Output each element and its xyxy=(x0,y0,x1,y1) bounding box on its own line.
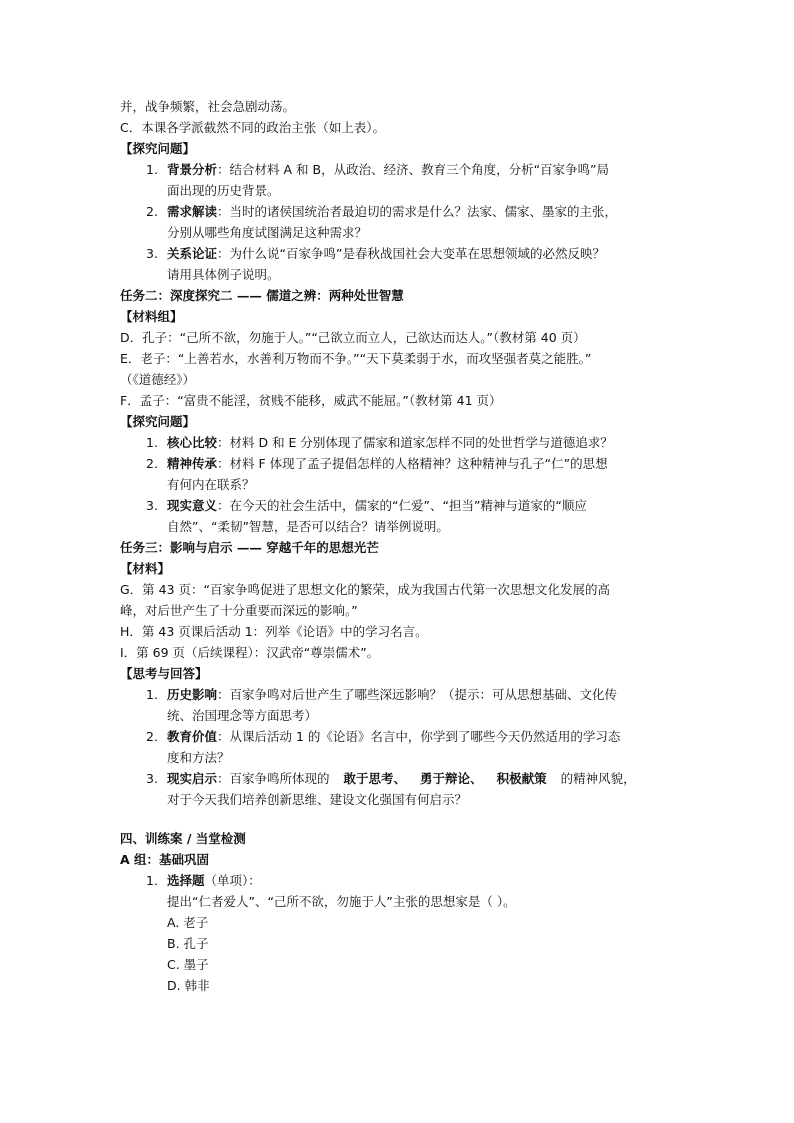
question-item xyxy=(120,201,680,222)
item-number: 2. xyxy=(146,204,158,219)
text-line: 并，战争频繁，社会急剧动荡。 xyxy=(120,99,296,114)
question-continuation: 面出现的历史背景。 xyxy=(167,183,280,198)
item-number: 3. xyxy=(146,771,158,786)
item-number: 1. xyxy=(146,687,158,702)
question-text: ：结合材料 A 和 B，从政治、经济、教育三个角度，分析“百家争鸣”局 xyxy=(217,162,610,177)
question-continuation: 请用具体例子说明。 xyxy=(167,267,280,282)
question-item xyxy=(120,726,680,747)
question-text: ：材料 D 和 E 分别体现了儒家和道家怎样不同的处世哲学与道德追求？ xyxy=(217,435,613,450)
question-text: ：百家争鸣所体现的 xyxy=(217,771,330,786)
question-label: 关系论证 xyxy=(167,246,218,261)
question-item xyxy=(120,453,680,474)
item-number: 2. xyxy=(146,456,158,471)
question-text: ：为什么说“百家争鸣”是春秋战国社会大变革在思想领域的必然反映？ xyxy=(217,246,605,261)
material-line: （《道德经》） xyxy=(120,372,196,387)
keyword: 敢于思考、 xyxy=(343,771,407,786)
section-heading: 【思考与回答】 xyxy=(120,666,208,681)
question-stem: 提出“仁者爱人”、“己所不欲，勿施于人”主张的思想家是（ ）。 xyxy=(167,894,516,909)
keyword: 积极献策 xyxy=(496,771,547,786)
option-b: B. 孔子 xyxy=(167,936,209,951)
material-line: 峰，对后世产生了十分重要而深远的影响。” xyxy=(120,603,358,618)
question-continuation: 对于今天我们培养创新思维、建设文化强国有何启示？ xyxy=(167,792,468,807)
question-item xyxy=(120,870,680,891)
question-text: （单项）： xyxy=(204,873,261,888)
item-number: 3. xyxy=(146,498,158,513)
text-line: C．本课各学派截然不同的政治主张（如上表）。 xyxy=(120,120,385,135)
item-number: 1. xyxy=(146,873,158,888)
question-text: ：从课后活动 1 的《论语》名言中，你学到了哪些今天仍然适用的学习态 xyxy=(217,729,621,744)
question-continuation: 有何内在联系？ xyxy=(167,477,255,492)
material-line: E．老子：“上善若水，水善利万物而不争。”“天下莫柔弱于水，而攻坚强者莫之能胜。” xyxy=(120,351,592,366)
question-item xyxy=(120,684,680,705)
question-label: 历史影响 xyxy=(167,687,218,702)
question-label: 背景分析 xyxy=(167,162,218,177)
option-d: D. 韩非 xyxy=(167,978,210,993)
question-label: 核心比较 xyxy=(167,435,218,450)
question-label: 现实启示 xyxy=(167,771,218,786)
option-a: A. 老子 xyxy=(167,915,209,930)
option-c: C. 墨子 xyxy=(167,957,209,972)
question-text: ：当时的诸侯国统治者最迫切的需求是什么？法家、儒家、墨家的主张， xyxy=(217,204,618,219)
section-heading: 【材料】 xyxy=(120,561,171,576)
material-line: H．第 43 页课后活动 1：列举《论语》中的学习名言。 xyxy=(120,624,428,639)
question-continuation: 统、治国理念等方面思考） xyxy=(167,708,318,723)
section-heading: 【材料组】 xyxy=(120,309,183,324)
task-heading: 任务二：深度探究二 —— 儒道之辨：两种处世智慧 xyxy=(120,288,404,303)
question-item xyxy=(120,432,680,453)
question-item xyxy=(120,159,680,180)
item-number: 1. xyxy=(146,435,158,450)
spacer xyxy=(120,810,680,828)
material-line: D．孔子：“己所不欲，勿施于人。”“己欲立而立人，己欲达而达人。”（教材第 40 页） xyxy=(120,330,586,345)
item-number: 3. xyxy=(146,246,158,261)
document-page xyxy=(120,96,680,996)
section-title: 四、训练案 / 当堂检测 xyxy=(120,831,246,846)
material-line: F．孟子：“富贵不能淫，贫贱不能移，威武不能屈。”（教材第 41 页） xyxy=(120,393,502,408)
question-text: ：在今天的社会生活中，儒家的“仁爱”、“担当”精神与道家的“顺应 xyxy=(217,498,587,513)
question-continuation: 自然”、“柔韧”智慧，是否可以结合？请举例说明。 xyxy=(167,519,449,534)
task-heading: 任务三：影响与启示 —— 穿越千年的思想光芒 xyxy=(120,540,379,555)
question-continuation: 分别从哪些角度试图满足这种需求？ xyxy=(167,225,368,240)
material-line: I．第 69 页（后续课程）：汉武帝“尊崇儒术”。 xyxy=(120,645,380,660)
question-label: 需求解读 xyxy=(167,204,218,219)
item-number: 2. xyxy=(146,729,158,744)
question-item xyxy=(120,768,680,789)
question-text: ：百家争鸣对后世产生了哪些深远影响？（提示：可从思想基础、文化传 xyxy=(217,687,618,702)
question-label: 现实意义 xyxy=(167,498,218,513)
group-heading: A 组：基础巩固 xyxy=(120,852,210,867)
question-continuation: 度和方法？ xyxy=(167,750,230,765)
question-text: ：材料 F 体现了孟子提倡怎样的人格精神？这种精神与孔子“仁”的思想 xyxy=(217,456,608,471)
question-label: 精神传承 xyxy=(167,456,218,471)
question-item xyxy=(120,495,680,516)
question-label: 选择题 xyxy=(167,873,205,888)
question-label: 教育价值 xyxy=(167,729,218,744)
material-line: G．第 43 页：“百家争鸣促进了思想文化的繁荣，成为我国古代第一次思想文化发展的高 xyxy=(120,582,611,597)
item-number: 1. xyxy=(146,162,158,177)
question-text: 的精神风貌， xyxy=(560,771,636,786)
question-item xyxy=(120,243,680,264)
keyword: 勇于辩论、 xyxy=(420,771,483,786)
section-heading: 【探究问题】 xyxy=(120,414,196,429)
section-heading: 【探究问题】 xyxy=(120,141,196,156)
